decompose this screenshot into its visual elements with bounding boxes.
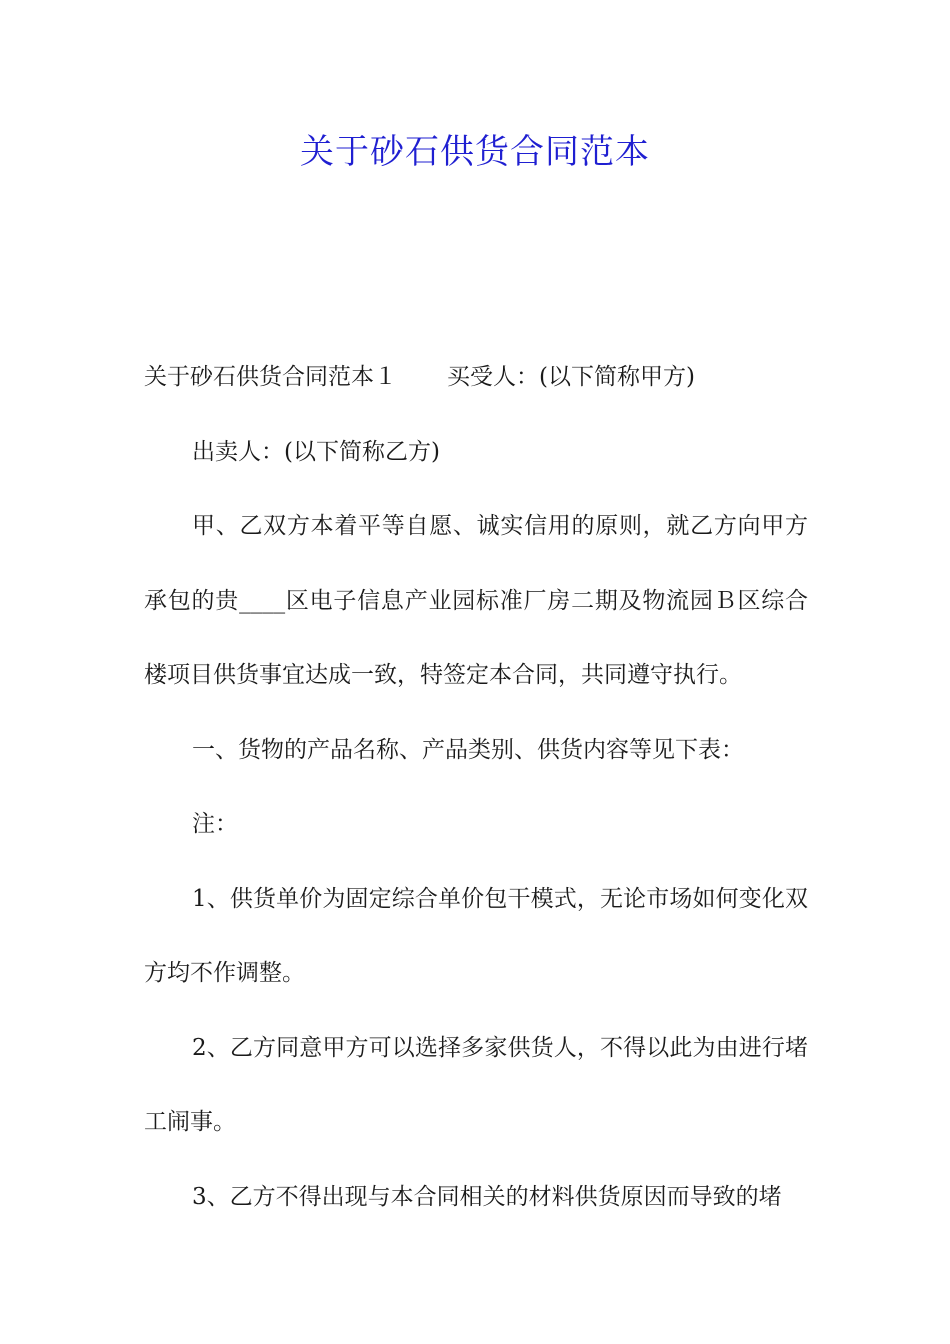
paragraph-note-2: 2、乙方同意甲方可以选择多家供货人，不得以此为由进行堵工闹事。 bbox=[144, 1034, 808, 1135]
paragraph-principles: 甲、乙双方本着平等自愿、诚实信用的原则，就乙方向甲方承包的贵____区电子信息产业园标准厂房二期及物流园Ｂ区综合楼项目供货事宜达成一致，特签定本合同，共同遵守执行。 bbox=[144, 513, 808, 688]
contract-sample-label: 关于砂石供货合同范本１ bbox=[144, 364, 397, 390]
document-title: 关于砂石供货合同范本 bbox=[300, 132, 650, 172]
paragraph-note-3: 3、乙方不得出现与本合同相关的材料供货原因而导致的堵 bbox=[192, 1183, 782, 1210]
paragraph-section-one: 一、货物的产品名称、产品类别、供货内容等见下表： bbox=[192, 736, 744, 763]
paragraph-note-1: 1、供货单价为固定综合单价包干模式，无论市场如何变化双方均不作调整。 bbox=[144, 885, 808, 986]
paragraph-note: 注： bbox=[192, 811, 238, 837]
document-body bbox=[144, 340, 808, 1234]
paragraph-seller: 出卖人：(以下简称乙方) bbox=[192, 438, 440, 465]
paragraph-heading-buyer bbox=[144, 340, 808, 415]
buyer-label: 买受人：(以下简称甲方) bbox=[447, 364, 695, 390]
